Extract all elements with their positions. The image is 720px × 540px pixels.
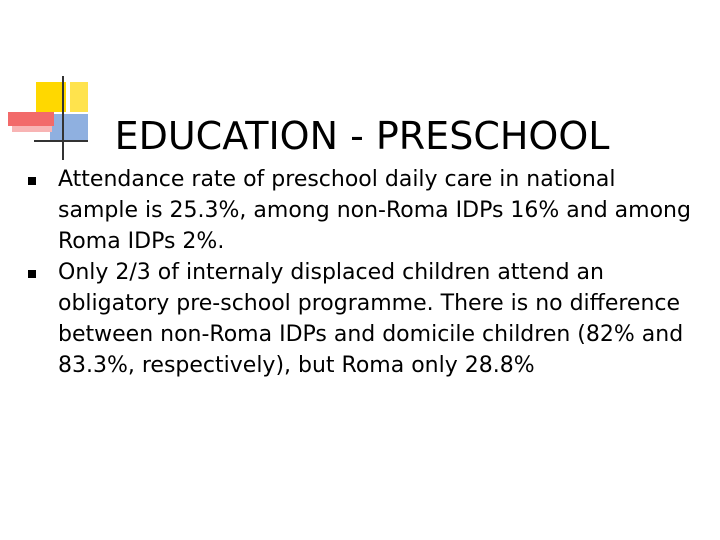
square-bullet-icon — [28, 270, 36, 278]
list-item — [28, 164, 698, 257]
slide-title — [0, 113, 720, 159]
square-bullet-icon — [28, 177, 36, 185]
slide-title-text: EDUCATION - PRESCHOOL — [114, 114, 610, 159]
bullet-text: Attendance rate of preschool daily care in national sample is 25.3%, among non-Roma IDPs 16% and among Roma IDPs 2%. — [58, 167, 691, 254]
bullet-list — [28, 164, 698, 381]
list-item — [28, 257, 698, 381]
bullet-text: Only 2/3 of internaly displaced children attend an obligatory pre-school programme. There is no difference between non-Roma IDPs and domicile children (82% and 83.3%, respectively), but Roma only 28.8% — [58, 260, 684, 378]
logo-yellow-square-2 — [70, 82, 88, 112]
